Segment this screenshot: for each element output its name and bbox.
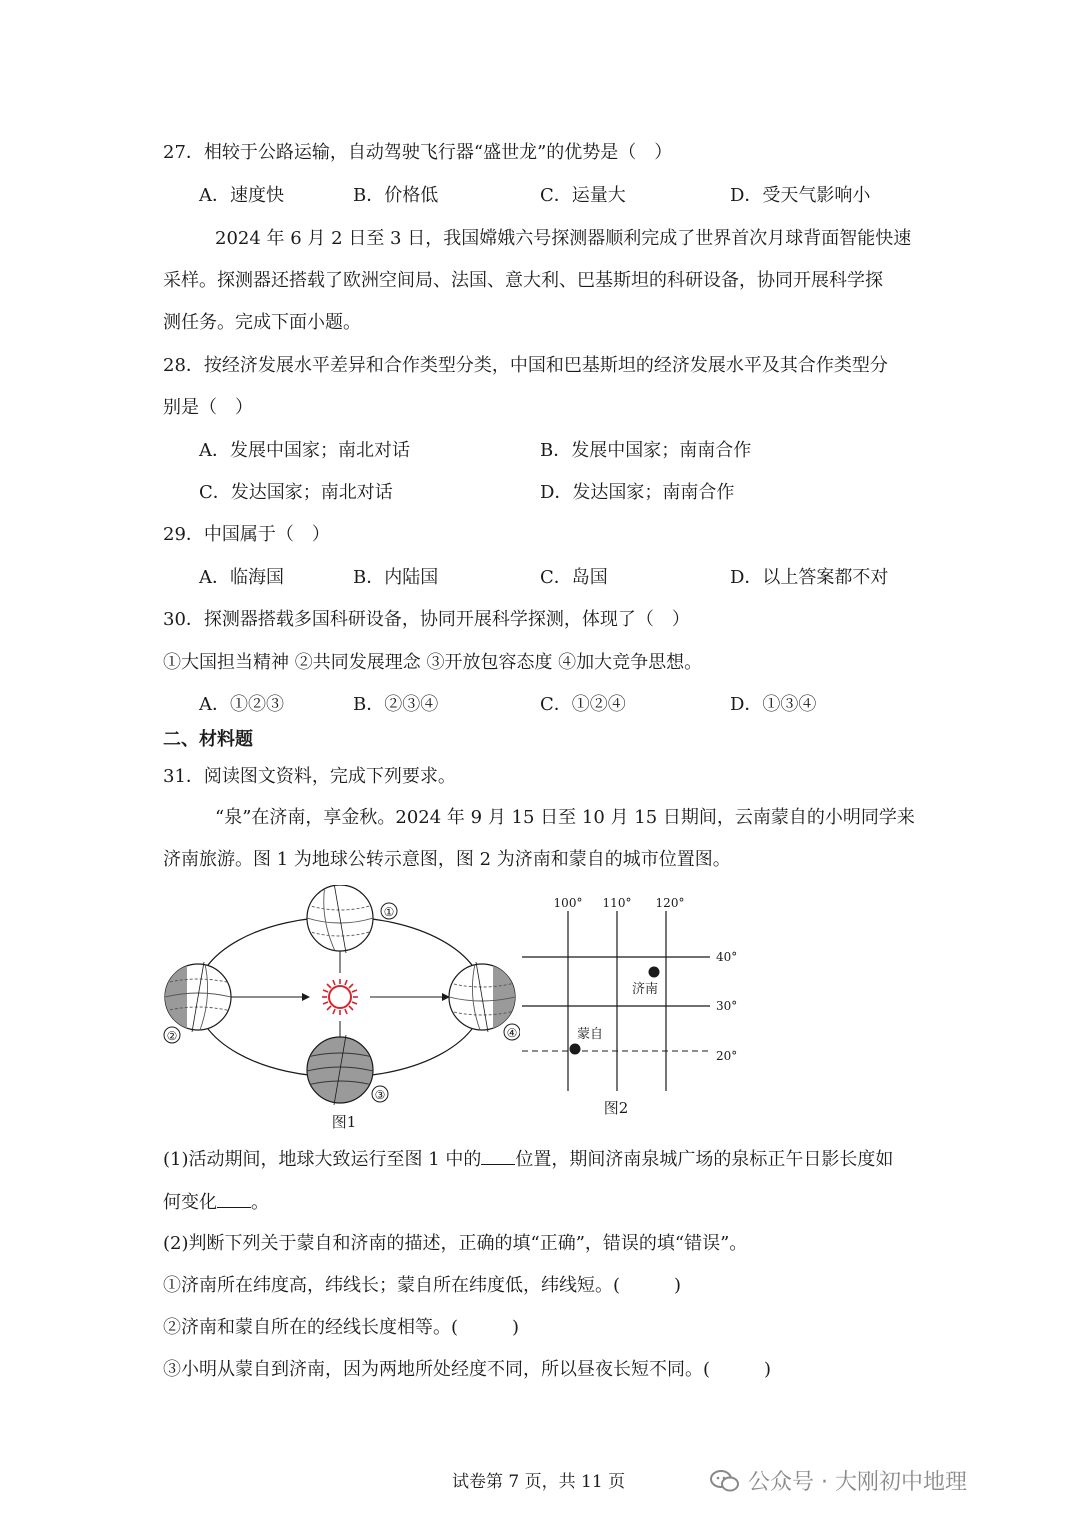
q31-judge-1[interactable]: ①济南所在纬度高，纬线长；蒙自所在纬度低，纬线短。( )	[163, 1275, 682, 1296]
lon-label-110: 110°	[602, 896, 632, 910]
watermark	[710, 1465, 967, 1496]
q28-option-d: D．发达国家；南南合作	[540, 482, 735, 503]
q31-stem: 31．阅读图文资料，完成下列要求。	[163, 766, 456, 787]
q31-sub2: (2)判断下列关于蒙自和济南的描述，正确的填“正确”，错误的填“错误”。	[163, 1233, 748, 1254]
section-title: 二、材料题	[163, 729, 253, 750]
q31-passage-line2: 济南旅游。图 1 为地球公转示意图，图 2 为济南和蒙自的城市位置图。	[163, 849, 731, 870]
orbit-arrow-left	[302, 993, 310, 1001]
q28-option-a: A．发展中国家；南北对话	[199, 440, 410, 461]
q31-sub1-line2	[163, 1189, 269, 1215]
q27-stem: 27．相较于公路运输，自动驾驶飞行器“盛世龙”的优势是（ ）	[163, 142, 673, 163]
page-footer: 试卷第 7 页，共 11 页	[452, 1472, 626, 1492]
passage1-line2: 采样。探测器还搭载了欧洲空间局、法国、意大利、巴基斯坦的科研设备，协同开展科学探	[163, 270, 883, 291]
earth-position-3	[307, 1035, 388, 1105]
earth-position-1	[307, 885, 397, 953]
q30-option-b: B．②③④	[353, 694, 439, 715]
q29-option-a: A．临海国	[199, 567, 284, 588]
q30-option-a: A．①②③	[199, 694, 284, 715]
q31-judge-3[interactable]: ③小明从蒙自到济南，因为两地所处经度不同，所以昼夜长短不同。( )	[163, 1359, 772, 1380]
q28-option-b: B．发展中国家；南南合作	[540, 440, 752, 461]
earth-position-2	[164, 962, 231, 1043]
q31-sub1-text-b: 位置，期间济南泉城广场的泉标正午日影长度如	[515, 1149, 894, 1170]
passage1-line1: 2024 年 6 月 2 日至 3 日，我国嫦娥六号探测器顺利完成了世界首次月球背面智能快速	[215, 228, 912, 249]
sun-icon	[322, 979, 358, 1015]
q30-option-d: D．①③④	[730, 694, 817, 715]
lat-label-20: 20°	[716, 1049, 738, 1063]
earth-label-2: ②	[166, 1029, 178, 1043]
earth-label-1: ①	[383, 905, 395, 919]
figure2-caption: 图2	[603, 1099, 629, 1117]
q27-option-d: D．受天气影响小	[730, 185, 871, 206]
q31-passage-line1: “泉”在济南，享金秋。2024 年 9 月 15 日至 10 月 15 日期间，云南蒙自的小明同学来	[215, 807, 915, 828]
q27-option-b: B．价格低	[353, 185, 439, 206]
q29-option-c: C．岛国	[540, 567, 608, 588]
earth-position-4	[449, 962, 520, 1040]
watermark-text: 公众号 · 大刚初中地理	[748, 1470, 967, 1495]
q29-stem: 29．中国属于（ ）	[163, 524, 330, 545]
earth-label-3: ③	[374, 1088, 386, 1102]
lon-label-120: 120°	[655, 896, 685, 910]
lon-label-100: 100°	[553, 896, 583, 910]
q30-items: ①大国担当精神 ②共同发展理念 ③开放包容态度 ④加大竞争思想。	[163, 652, 703, 673]
q31-judge-2[interactable]: ②济南和蒙自所在的经线长度相等。( )	[163, 1317, 520, 1338]
q31-sub1-text-a: (1)活动期间，地球大致运行至图 1 中的	[163, 1149, 482, 1170]
figure2-city-grid	[520, 885, 760, 1125]
lat-label-30: 30°	[716, 999, 738, 1013]
wechat-icon	[710, 1469, 740, 1493]
passage1-line3: 测任务。完成下面小题。	[163, 312, 361, 333]
q27-option-a: A．速度快	[199, 185, 284, 206]
q30-option-c: C．①②④	[540, 694, 626, 715]
jinan-dot	[649, 967, 660, 978]
q28-option-c: C．发达国家；南北对话	[199, 482, 393, 503]
q31-sub1-text-c: 何变化	[163, 1192, 217, 1213]
mengzi-dot	[570, 1044, 581, 1055]
jinan-label: 济南	[632, 982, 659, 997]
lat-label-40: 40°	[716, 950, 738, 964]
q31-sub1-text-d: 。	[251, 1192, 269, 1213]
q27-option-c: C．运量大	[540, 185, 626, 206]
answer-blank-1[interactable]	[481, 1146, 515, 1165]
earth-label-4: ④	[506, 1026, 518, 1040]
q29-option-d: D．以上答案都不对	[730, 567, 889, 588]
q28-stem-line1: 28．按经济发展水平差异和合作类型分类，中国和巴基斯坦的经济发展水平及其合作类型分	[163, 355, 888, 376]
q28-stem-line2: 别是（ ）	[163, 397, 253, 418]
figure1-earth-orbit	[160, 885, 520, 1135]
answer-blank-2[interactable]	[217, 1189, 251, 1208]
mengzi-label: 蒙自	[577, 1027, 604, 1042]
q31-sub1-line1	[163, 1146, 893, 1172]
q30-stem: 30．探测器搭载多国科研设备，协同开展科学探测，体现了（ ）	[163, 609, 690, 630]
q29-option-b: B．内陆国	[353, 567, 439, 588]
figure1-caption: 图1	[331, 1113, 357, 1131]
